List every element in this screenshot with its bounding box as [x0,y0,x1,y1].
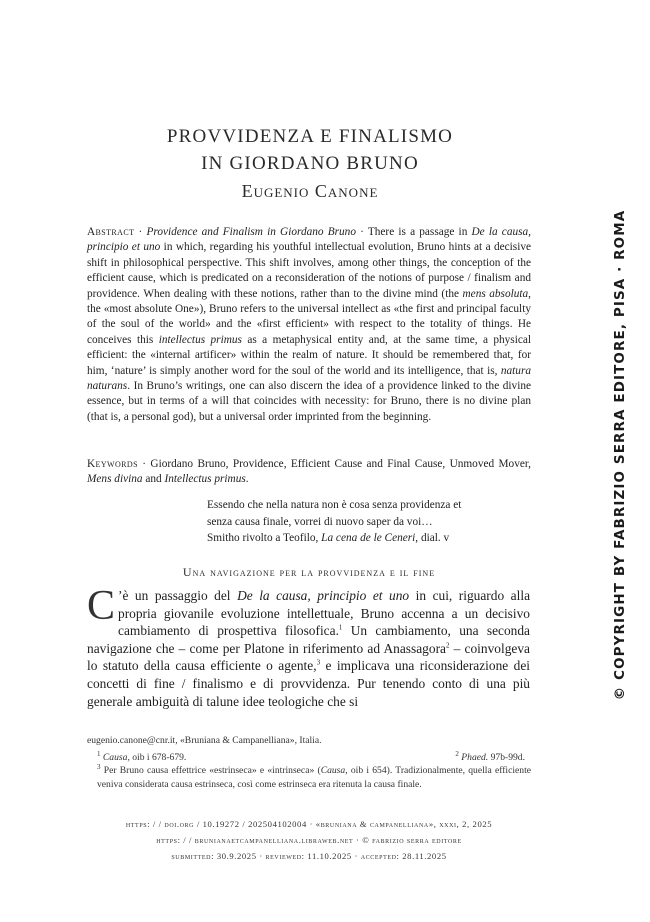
abstract-text-2: in which, regarding his youthful intellectual evolution, Bruno hints at a decisive shift in philosophical perspective. This shift involves, among other things, the conception of the efficient cause, which is predicated on a reconsideration of the notions of purpose / finalism and providence. When dealing with these notions, rather than to the divine mind (the [87,241,531,300]
body-text-2: in cui, riguardo alla propria giovanile evoluzione intellettuale, Bruno accenna a un decisivo cambiamento di prospettiva filosofica. [118,588,531,639]
epigraph-attrib-pre: Smitho rivolto a Teofilo, [207,532,322,544]
section-heading: Una navigazione per la provvidenza e il fine [182,565,436,579]
footnote-ref-3[interactable]: 3 [316,658,321,667]
footnote-1-work: Causa [102,752,128,764]
epigraph [207,497,537,547]
epigraph-line-2: senza causa finale, vorrei di nuovo saper da voi… [207,515,433,528]
abstract-text-1: · There is a passage in [355,226,472,238]
abstract [87,225,531,425]
body-text-1: ’è un passaggio del [118,588,238,603]
footnote-3-text-a: Per Bruno causa effettrice «estrinseca» e «intrinseca» ( [100,765,321,777]
abstract-natura: natura naturans [87,364,531,393]
abstract-text-4: as a metaphysical entity and, at the same time, a physical efficient: the «internal artificer» within the realm of nature. It should be remembered that, for him, ‘nature’ is simply another word for the soul of the world and its intelligence, that is, [87,333,532,377]
keywords-text-1: · Giordano Bruno, Providence, Efficient Cause and Final Cause, Unmoved Mover, [137,458,531,470]
keywords-mens: Mens divina [87,473,143,486]
abstract-label: Abstract [87,226,135,238]
abstract-intellectus: intellectus primus [158,333,242,346]
abstract-sep: · [134,226,147,238]
page-footer [87,816,531,864]
website-line[interactable]: https: / / brunianaetcampanelliana.libraweb.net · © fabrizio serra editore [156,835,462,845]
footnote-3 [87,764,531,790]
dates-line: submitted: 30.9.2025 · reviewed: 11.10.2025 · accepted: 28.11.2025 [171,851,447,861]
epigraph-work: La cena de le Ceneri [321,532,416,544]
keywords [87,457,531,488]
body-text-3: Un cambiamento, una seconda navigazione che – come per Platone in riferimento ad Anassagora [87,623,530,656]
footnote-3-work: Causa [320,765,346,777]
abstract-text-3: , the «most absolute One»), Bruno refers to the universal intellect as «the first and principal faculty of the soul of the world» and the «first efficient» with respect to the totality of things. He conceives this [87,287,531,346]
author-contact: eugenio.canone@cnr.it, «Bruniana & Campanelliana», Italia. [87,735,322,746]
drop-cap: C [87,583,116,629]
keywords-intellectus: Intellectus primus [164,473,246,486]
body-work-title: De la causa, principio et uno [237,588,410,603]
doi-line[interactable]: https: / / doi.org / 10.19272 / 202504102004 · «bruniana & campanelliana», xxxi, 2, 2025 [125,819,493,829]
footnote-1-text: , oib i 678-679. [127,752,187,764]
keywords-text-2: and [142,473,165,486]
footnote-ref-1[interactable]: 1 [338,623,343,632]
footnote-1 [87,751,186,764]
footnote-2-text: 97b-99d. [488,752,525,764]
abstract-mens: mens absoluta [462,287,529,300]
footnote-2-work: Phaed. [461,752,489,764]
epigraph-attrib-post: , dial. v [415,532,450,544]
footnote-2 [455,751,531,764]
article-title [90,123,530,177]
abstract-title: Providence and Finalism in Giordano Bruno [146,226,356,238]
footnote-3-number: 3 [97,763,101,772]
footnote-1-number: 1 [97,750,101,759]
body-paragraph [87,583,531,710]
footnote-row-1-2 [87,751,531,764]
body-text-4: – coinvolgeva lo statuto della causa efficiente o agente, [87,640,530,674]
body-text-5: e implicava una riconsiderazione dei concetti di fine / finalismo e di provvidenza. Pur tenendo conto di una più generale ambiguità di talune idee teologiche che si [87,658,530,709]
copyright-side-text: © COPYRIGHT BY FABRIZIO SERRA EDITORE, PISA · ROMA [612,209,628,701]
title-line-2: IN GIORDANO BRUNO [201,153,419,174]
footnotes [87,734,531,791]
abstract-text-5: . In Bruno’s writings, one can also discern the idea of a providence linked to the divine essence, but in terms of a will that coincides with necessity: for Bruno, there is no divine plan (that is, a personal god), but a universal order imprinted from the beginning. [87,380,531,423]
author-name: Eugenio Canone [241,181,379,201]
abstract-work-title: De la causa, principio et uno [87,226,531,254]
keywords-label: Keywords [87,458,138,470]
epigraph-attribution [207,530,537,547]
keywords-text-3: . [245,473,249,486]
footnote-3-text-b: , oib i 654). Tradizionalmente, quella efficiente veniva considerata causa estrinseca, così come estrinseca era ritenuta la causa finale. [97,765,531,790]
footnote-ref-2[interactable]: 2 [445,641,450,650]
title-line-1: PROVVIDENZA E FINALISMO [166,126,454,147]
epigraph-line-1: Essendo che nella natura non è cosa senza providenza et [207,499,462,511]
footnote-2-number: 2 [455,750,459,759]
